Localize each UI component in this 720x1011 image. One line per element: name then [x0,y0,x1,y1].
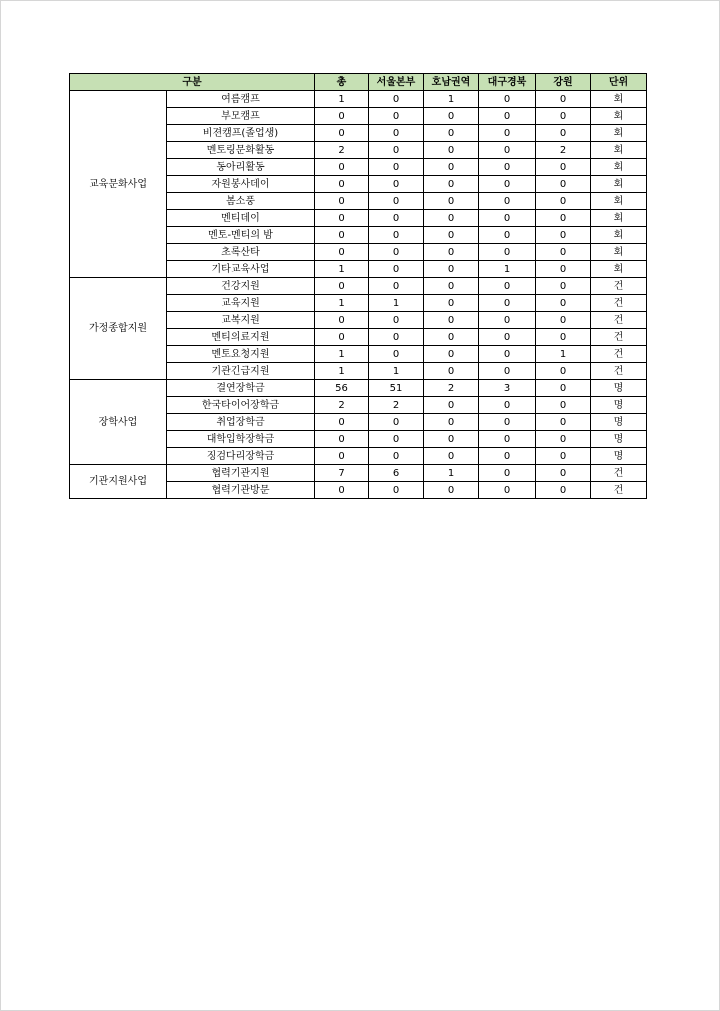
item-cell: 여름캠프 [167,91,315,108]
item-cell: 대학입학장학금 [167,431,315,448]
gangwon-cell: 0 [536,482,591,499]
unit-cell: 회 [591,244,647,261]
gangwon-cell: 0 [536,414,591,431]
gangwon-cell: 0 [536,210,591,227]
total-cell: 0 [315,414,369,431]
gangwon-cell: 0 [536,108,591,125]
gangwon-cell: 0 [536,312,591,329]
item-cell: 멘토-멘티의 밤 [167,227,315,244]
item-cell: 교육지원 [167,295,315,312]
daegu-cell: 0 [479,295,536,312]
item-cell: 동아리활동 [167,159,315,176]
total-cell: 0 [315,210,369,227]
gangwon-cell: 0 [536,261,591,278]
total-cell: 1 [315,346,369,363]
item-cell: 멘티의료지원 [167,329,315,346]
gangwon-cell: 0 [536,159,591,176]
item-cell: 초록산타 [167,244,315,261]
gangwon-cell: 2 [536,142,591,159]
unit-cell: 회 [591,176,647,193]
honam-cell: 0 [424,142,479,159]
daegu-cell: 0 [479,193,536,210]
item-cell: 자원봉사데이 [167,176,315,193]
unit-cell: 명 [591,414,647,431]
total-cell: 0 [315,448,369,465]
total-cell: 0 [315,108,369,125]
unit-cell: 건 [591,312,647,329]
seoul-cell: 0 [369,176,424,193]
honam-cell: 0 [424,295,479,312]
daegu-cell: 0 [479,210,536,227]
honam-cell: 0 [424,448,479,465]
daegu-cell: 0 [479,431,536,448]
daegu-cell: 0 [479,312,536,329]
honam-cell: 0 [424,312,479,329]
item-cell: 멘토링문화활동 [167,142,315,159]
total-cell: 0 [315,193,369,210]
table-row [70,278,647,295]
daegu-cell: 0 [479,482,536,499]
gangwon-cell: 0 [536,193,591,210]
unit-cell: 회 [591,227,647,244]
honam-cell: 0 [424,159,479,176]
total-cell: 0 [315,176,369,193]
total-cell: 0 [315,227,369,244]
item-cell: 교복지원 [167,312,315,329]
unit-cell: 회 [591,108,647,125]
honam-cell: 2 [424,380,479,397]
unit-cell: 회 [591,125,647,142]
unit-cell: 건 [591,346,647,363]
daegu-cell: 0 [479,125,536,142]
gangwon-cell: 0 [536,91,591,108]
daegu-cell: 3 [479,380,536,397]
seoul-cell: 51 [369,380,424,397]
total-cell: 1 [315,295,369,312]
seoul-cell: 0 [369,482,424,499]
unit-cell: 명 [591,397,647,414]
seoul-cell: 1 [369,295,424,312]
item-cell: 기관긴급지원 [167,363,315,380]
gangwon-cell: 0 [536,227,591,244]
total-cell: 1 [315,261,369,278]
total-cell: 2 [315,142,369,159]
seoul-cell: 0 [369,159,424,176]
seoul-cell: 0 [369,261,424,278]
honam-cell: 0 [424,125,479,142]
daegu-cell: 0 [479,397,536,414]
group-name-cell: 교육문화사업 [70,91,167,278]
seoul-cell: 0 [369,329,424,346]
gangwon-cell: 0 [536,363,591,380]
item-cell: 봄소풍 [167,193,315,210]
gangwon-cell: 0 [536,125,591,142]
honam-cell: 0 [424,210,479,227]
unit-cell: 건 [591,295,647,312]
daegu-cell: 0 [479,244,536,261]
table-body [70,91,647,499]
seoul-cell: 0 [369,142,424,159]
honam-cell: 0 [424,482,479,499]
unit-cell: 건 [591,329,647,346]
daegu-cell: 0 [479,159,536,176]
unit-cell: 회 [591,193,647,210]
honam-cell: 0 [424,176,479,193]
group-name-cell: 가정종합지원 [70,278,167,380]
total-cell: 2 [315,397,369,414]
honam-cell: 1 [424,91,479,108]
item-cell: 협력기관지원 [167,465,315,482]
honam-cell: 0 [424,278,479,295]
item-cell: 멘토요청지원 [167,346,315,363]
header-total: 총 [315,74,369,91]
gangwon-cell: 0 [536,244,591,261]
item-cell: 한국타이어장학금 [167,397,315,414]
seoul-cell: 0 [369,227,424,244]
unit-cell: 회 [591,142,647,159]
gangwon-cell: 0 [536,176,591,193]
gangwon-cell: 0 [536,448,591,465]
table-row [70,465,647,482]
daegu-cell: 0 [479,108,536,125]
total-cell: 0 [315,125,369,142]
honam-cell: 0 [424,261,479,278]
honam-cell: 0 [424,329,479,346]
gangwon-cell: 0 [536,278,591,295]
honam-cell: 0 [424,244,479,261]
daegu-cell: 0 [479,91,536,108]
gangwon-cell: 0 [536,329,591,346]
group-name-cell: 기관지원사업 [70,465,167,499]
seoul-cell: 0 [369,346,424,363]
header-daegu: 대구경북 [479,74,536,91]
seoul-cell: 0 [369,244,424,261]
unit-cell: 건 [591,278,647,295]
gangwon-cell: 0 [536,380,591,397]
item-cell: 취업장학금 [167,414,315,431]
table-row [70,91,647,108]
total-cell: 7 [315,465,369,482]
header-seoul: 서울본부 [369,74,424,91]
unit-cell: 명 [591,380,647,397]
total-cell: 0 [315,244,369,261]
item-cell: 협력기관방문 [167,482,315,499]
seoul-cell: 0 [369,414,424,431]
item-cell: 비젼캠프(졸업생) [167,125,315,142]
daegu-cell: 1 [479,261,536,278]
seoul-cell: 0 [369,193,424,210]
gangwon-cell: 0 [536,465,591,482]
unit-cell: 회 [591,261,647,278]
daegu-cell: 0 [479,176,536,193]
daegu-cell: 0 [479,346,536,363]
item-cell: 건강지원 [167,278,315,295]
daegu-cell: 0 [479,142,536,159]
unit-cell: 건 [591,363,647,380]
total-cell: 1 [315,363,369,380]
honam-cell: 0 [424,108,479,125]
daegu-cell: 0 [479,465,536,482]
item-cell: 기타교육사업 [167,261,315,278]
total-cell: 0 [315,278,369,295]
seoul-cell: 0 [369,448,424,465]
total-cell: 0 [315,159,369,176]
seoul-cell: 0 [369,91,424,108]
honam-cell: 0 [424,363,479,380]
table-row [70,380,647,397]
unit-cell: 회 [591,91,647,108]
seoul-cell: 0 [369,312,424,329]
daegu-cell: 0 [479,329,536,346]
total-cell: 0 [315,312,369,329]
daegu-cell: 0 [479,448,536,465]
seoul-cell: 6 [369,465,424,482]
gangwon-cell: 0 [536,431,591,448]
unit-cell: 명 [591,431,647,448]
honam-cell: 0 [424,431,479,448]
item-cell: 멘티데이 [167,210,315,227]
header-honam: 호남권역 [424,74,479,91]
item-cell: 징검다리장학금 [167,448,315,465]
table-header-row [70,74,647,91]
statistics-table [69,73,647,499]
honam-cell: 0 [424,227,479,244]
group-name-cell: 장학사업 [70,380,167,465]
daegu-cell: 0 [479,278,536,295]
seoul-cell: 0 [369,431,424,448]
seoul-cell: 1 [369,363,424,380]
daegu-cell: 0 [479,227,536,244]
total-cell: 0 [315,329,369,346]
total-cell: 56 [315,380,369,397]
daegu-cell: 0 [479,363,536,380]
gangwon-cell: 0 [536,397,591,414]
total-cell: 1 [315,91,369,108]
total-cell: 0 [315,482,369,499]
seoul-cell: 0 [369,108,424,125]
gangwon-cell: 1 [536,346,591,363]
header-gangwon: 강원 [536,74,591,91]
honam-cell: 0 [424,397,479,414]
honam-cell: 1 [424,465,479,482]
total-cell: 0 [315,431,369,448]
gangwon-cell: 0 [536,295,591,312]
seoul-cell: 0 [369,278,424,295]
unit-cell: 회 [591,210,647,227]
item-cell: 결연장학금 [167,380,315,397]
header-category: 구분 [70,74,315,91]
seoul-cell: 2 [369,397,424,414]
seoul-cell: 0 [369,125,424,142]
unit-cell: 건 [591,482,647,499]
honam-cell: 0 [424,414,479,431]
unit-cell: 명 [591,448,647,465]
header-unit: 단위 [591,74,647,91]
item-cell: 부모캠프 [167,108,315,125]
honam-cell: 0 [424,346,479,363]
unit-cell: 회 [591,159,647,176]
seoul-cell: 0 [369,210,424,227]
unit-cell: 건 [591,465,647,482]
honam-cell: 0 [424,193,479,210]
daegu-cell: 0 [479,414,536,431]
